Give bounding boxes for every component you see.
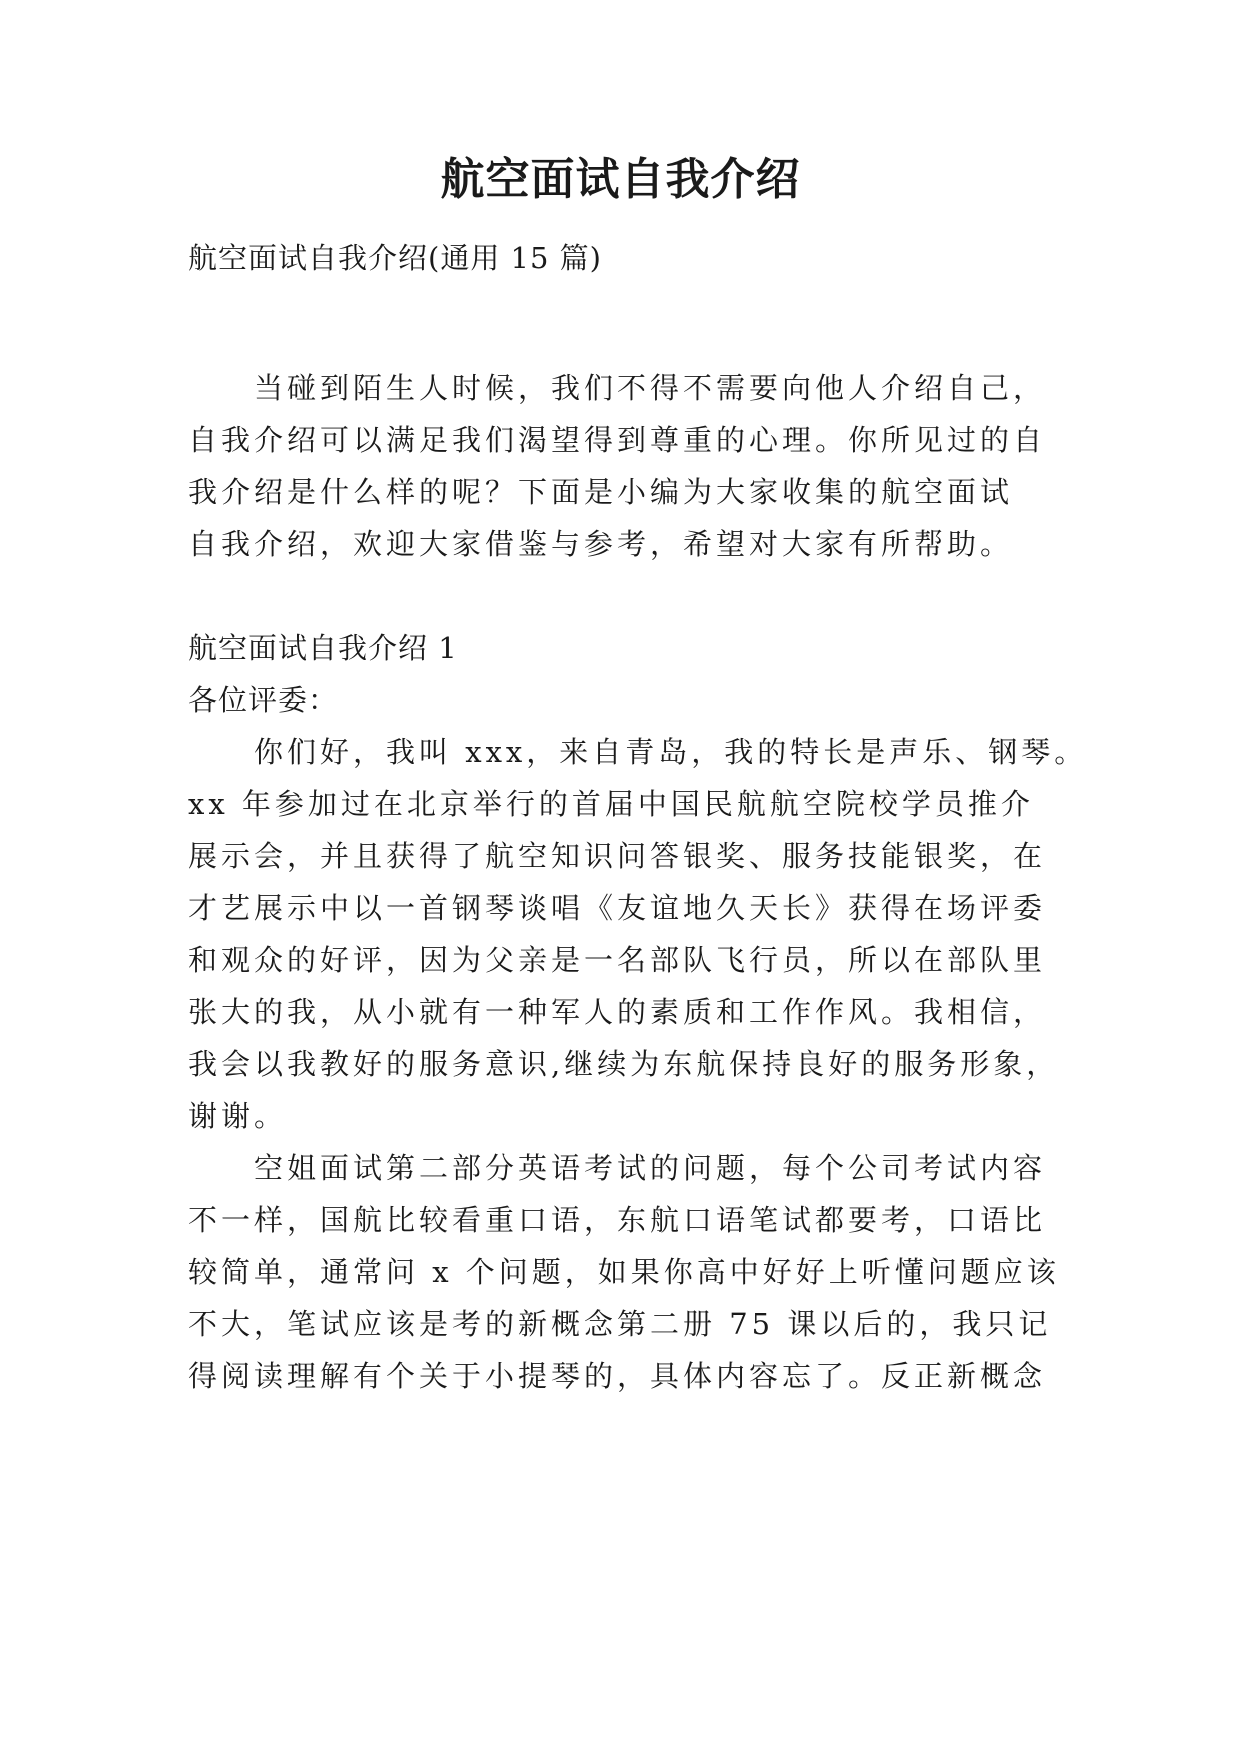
para1-line: 你们好，我叫 xxx，来自青岛，我的特长是声乐、钢琴。 <box>188 735 1088 769</box>
intro-line: 我介绍是什么样的呢？下面是小编为大家收集的航空面试 <box>188 475 1014 509</box>
para2-line: 得阅读理解有个关于小提琴的，具体内容忘了。反正新概念 <box>188 1359 1047 1393</box>
document-title: 航空面试自我介绍 <box>440 154 801 205</box>
section-heading: 航空面试自我介绍 1 <box>188 631 458 665</box>
intro-line: 自我介绍，欢迎大家借鉴与参考，希望对大家有所帮助。 <box>188 527 1014 561</box>
salutation: 各位评委： <box>188 683 339 717</box>
para2-line: 空姐面试第二部分英语考试的问题，每个公司考试内容 <box>188 1151 1047 1185</box>
para1-line: 我会以我教好的服务意识,继续为东航保持良好的服务形象， <box>188 1047 1060 1081</box>
para1-line: 和观众的好评，因为父亲是一名部队飞行员，所以在部队里 <box>188 943 1047 977</box>
para2-line: 较简单，通常问 x 个问题，如果你高中好好上听懂问题应该 <box>188 1255 1060 1289</box>
para2-line: 不一样，国航比较看重口语，东航口语笔试都要考，口语比 <box>188 1203 1047 1237</box>
intro-line: 当碰到陌生人时候，我们不得不需要向他人介绍自己， <box>188 371 1047 405</box>
para1-line: 展示会，并且获得了航空知识问答银奖、服务技能银奖，在 <box>188 839 1047 873</box>
para1-line: 才艺展示中以一首钢琴谈唱《友谊地久天长》获得在场评委 <box>188 891 1047 925</box>
para1-line: xx 年参加过在北京举行的首届中国民航航空院校学员推介 <box>188 787 1034 821</box>
para2-line: 不大，笔试应该是考的新概念第二册 75 课以后的，我只记 <box>188 1307 1052 1341</box>
intro-line: 自我介绍可以满足我们渴望得到尊重的心理。你所见过的自 <box>188 423 1047 457</box>
para1-line: 张大的我，从小就有一种军人的素质和工作作风。我相信， <box>188 995 1047 1029</box>
document-subtitle: 航空面试自我介绍(通用 15 篇) <box>188 241 602 275</box>
para1-line: 谢谢。 <box>188 1099 288 1133</box>
